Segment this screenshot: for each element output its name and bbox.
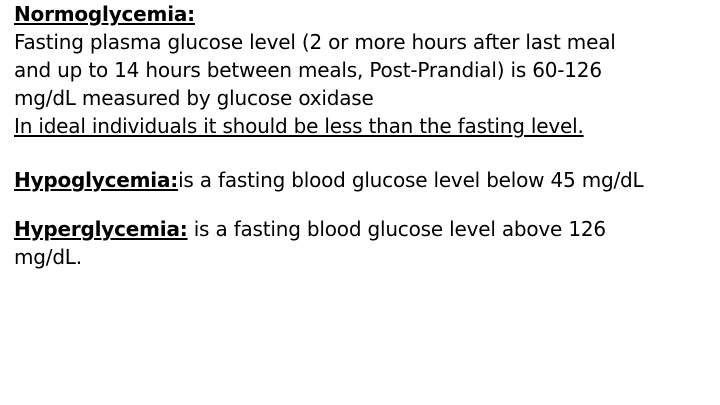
spacer [14,194,718,215]
normoglycemia-heading-line [14,0,718,28]
hyperglycemia-definition: is a fasting blood glucose level above 126 [187,217,606,241]
hyperglycemia-definition-cont: mg/dL. [14,245,82,269]
hypoglycemia-definition: is a fasting blood glucose level below 45 mg/dL [178,168,644,192]
normoglycemia-line-4 [14,112,718,140]
normoglycemia-line-4a: In ideal individuals it [14,114,223,138]
hyperglycemia-term: Hyperglycemia: [14,217,188,241]
hypoglycemia-term: Hypoglycemia: [14,168,179,192]
normoglycemia-line-3: mg/dL measured by glucose oxidase [14,86,374,110]
hypoglycemia-definition-line [14,166,718,194]
normoglycemia-heading: Normoglycemia: [14,2,195,26]
normoglycemia-line-2: and up to 14 hours between meals, Post-Prandial) is 60-126 [14,58,602,82]
slide-content [14,0,718,271]
normoglycemia-line-4b: should be less than the fasting level. [222,114,584,138]
normoglycemia-line-1: Fasting plasma glucose level (2 or more hours after last meal [14,30,616,54]
spacer [14,140,718,166]
hyperglycemia-definition-line [14,215,718,243]
